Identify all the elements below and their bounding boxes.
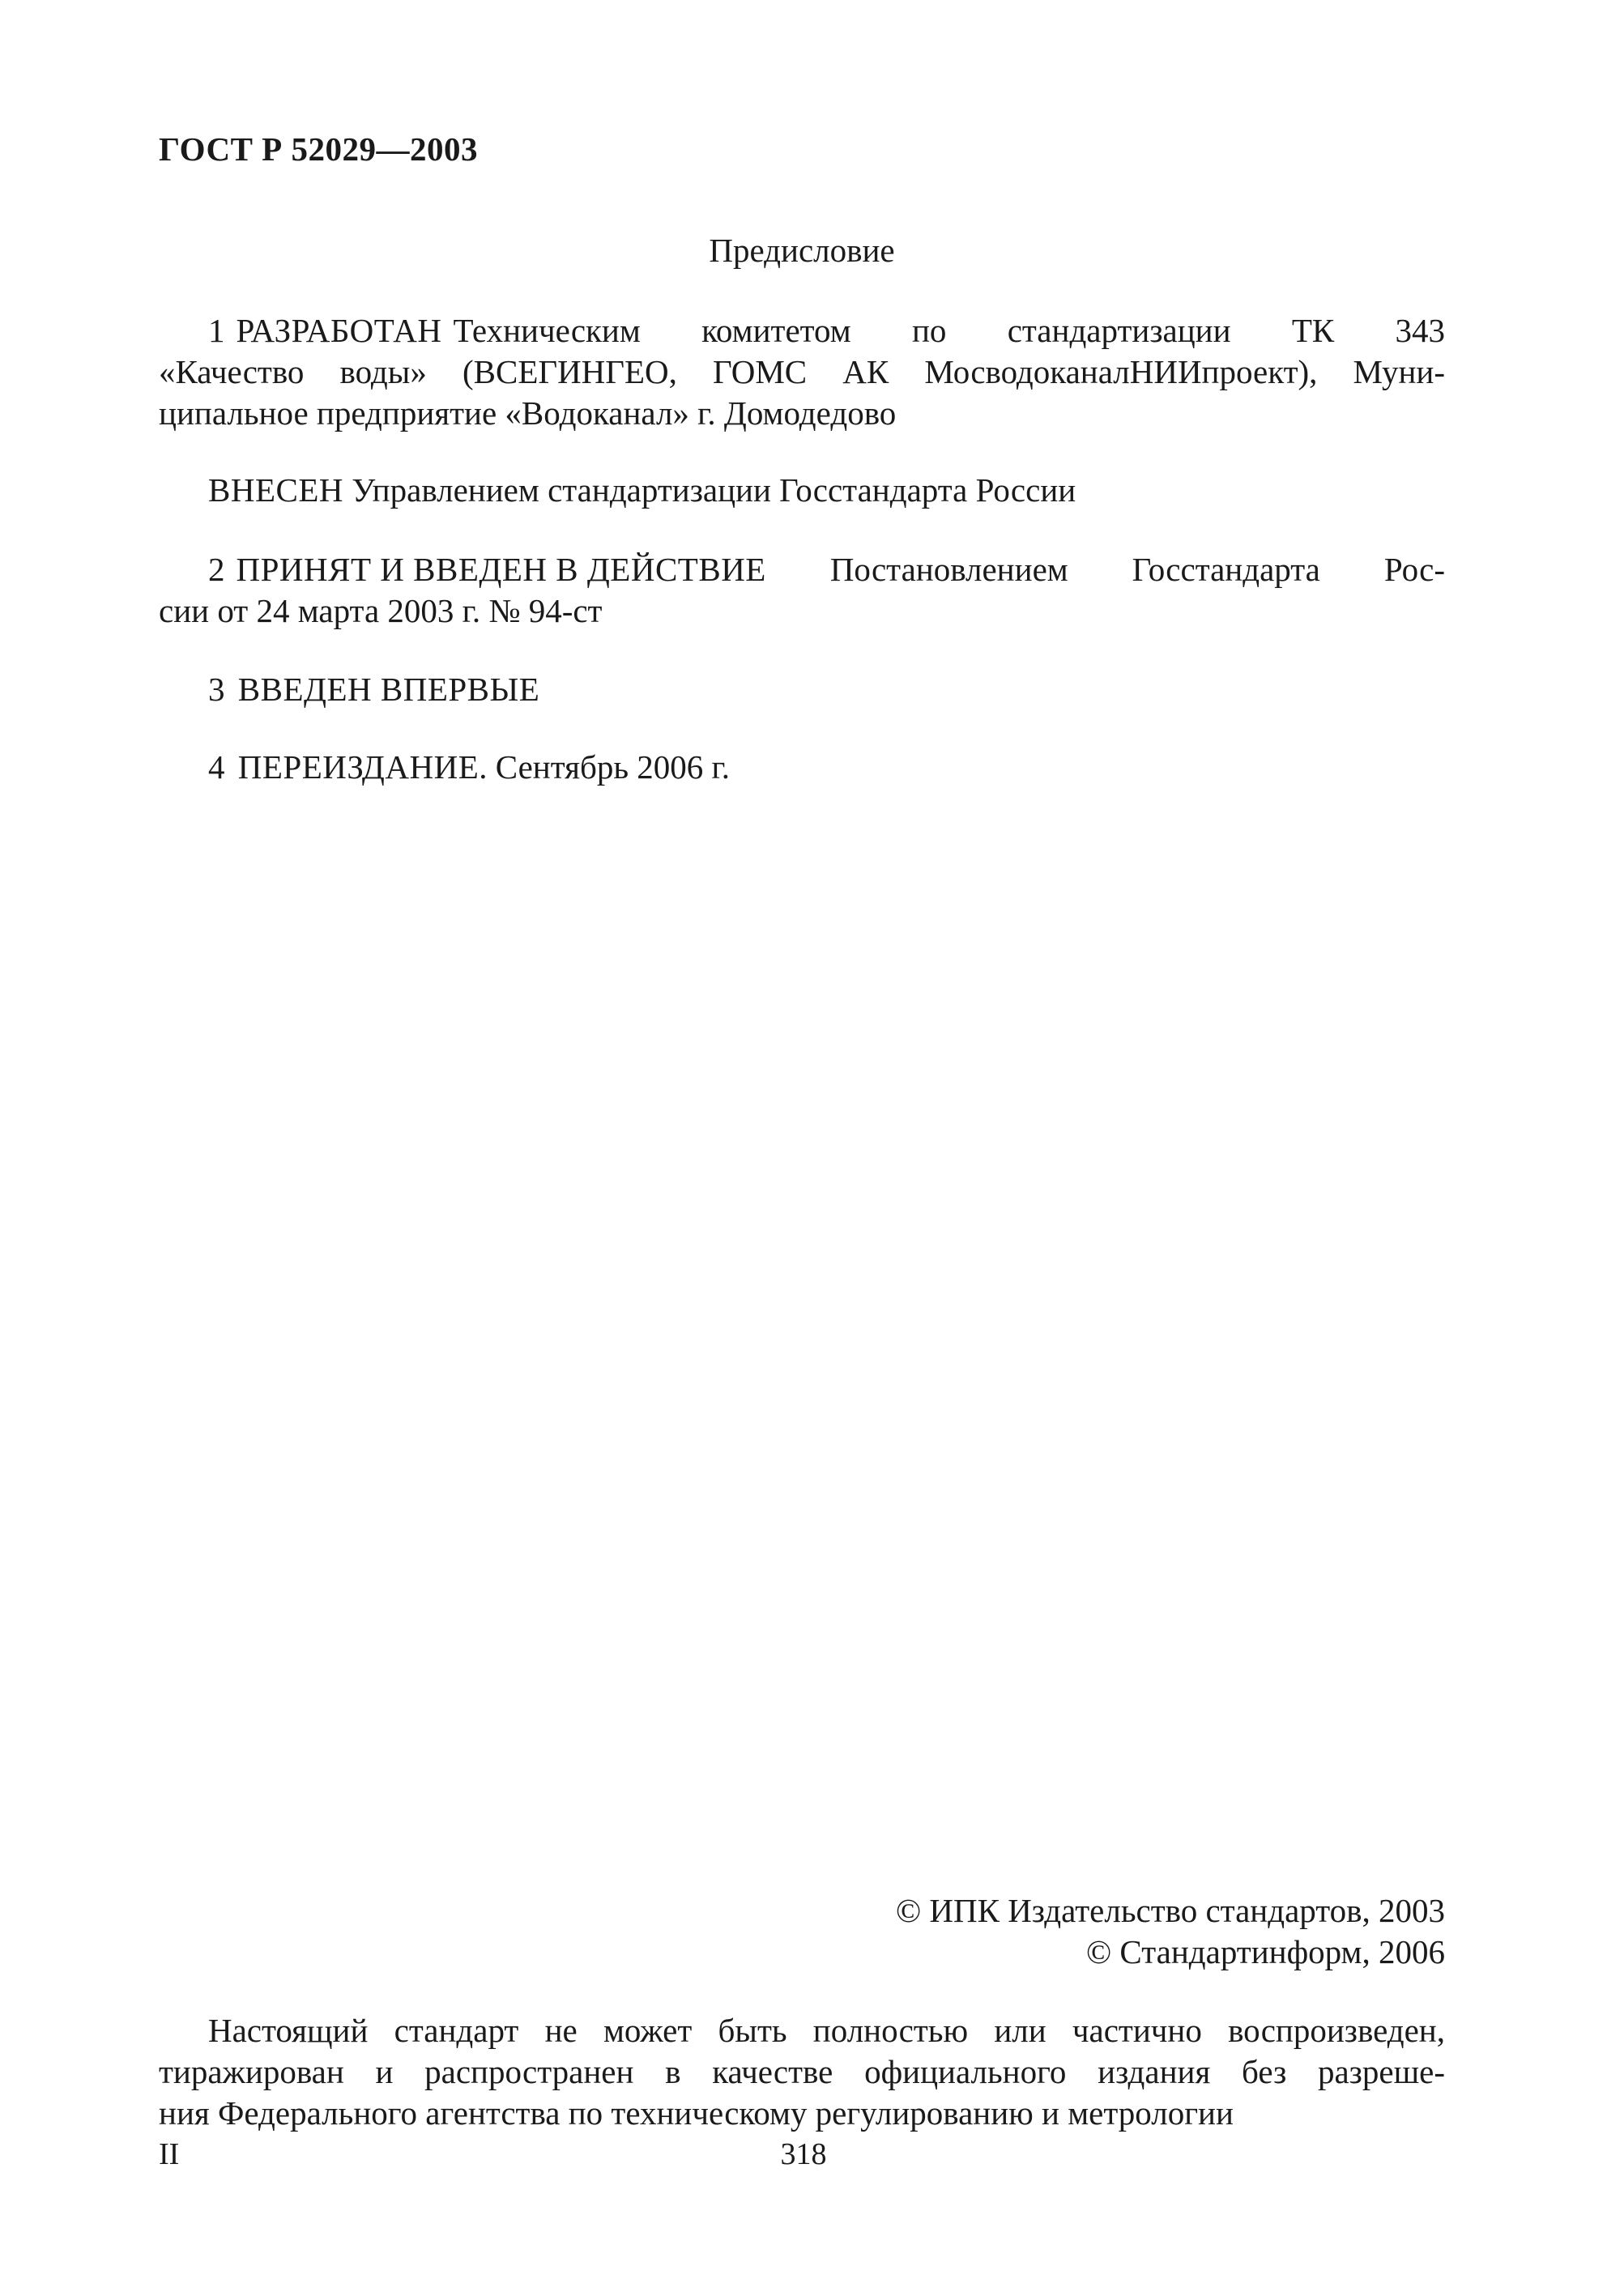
notice-line-2: тиражирован и распространен в качестве официального издания без разреше- <box>159 2053 1445 2090</box>
document-code-header: ГОСТ Р 52029—2003 <box>159 130 478 168</box>
item-2-number: 2 <box>208 551 225 588</box>
item-2-line-2: сии от 24 марта 2003 г. № 94-ст <box>159 592 603 629</box>
item-1-line-2: «Качество воды» (ВСЕГИНГЕО, ГОМС АК МосводоканалНИИпроект), Муни- <box>159 353 1445 390</box>
introduced-text: Управлением стандартизации Госстандарта России <box>343 471 1076 509</box>
introduced-label: ВНЕСЕН <box>208 471 343 509</box>
preface-title: Предисловие <box>709 232 895 269</box>
item-2-label: ПРИНЯТ И ВВЕДЕН В ДЕЙСТВИЕ <box>236 551 766 588</box>
page-roman-numeral: II <box>159 2137 180 2171</box>
item-3-label: ВВЕДЕН ВПЕРВЫЕ <box>237 671 540 708</box>
notice-line-1: Настоящий стандарт не может быть полностью или частично воспроизведен, <box>208 2012 1445 2049</box>
item-1-line-1-text: Техническим комитетом по стандартизации ТК 343 <box>453 312 1445 349</box>
preface-item-3 <box>159 669 1445 710</box>
preface-item-4 <box>159 747 1445 788</box>
preface-item-2 <box>159 549 1445 632</box>
item-2-line-1 <box>159 549 1445 590</box>
page-number: 318 <box>780 2137 827 2171</box>
item-3-number: 3 <box>208 671 225 708</box>
item-1-label: РАЗРАБОТАН <box>236 312 442 349</box>
item-4-number: 4 <box>208 748 225 786</box>
copyright-line-2: © Стандартинформ, 2006 <box>1086 1933 1445 1970</box>
item-1-line-3: ципальное предприятие «Водоканал» г. Домодедово <box>159 394 897 432</box>
copyright-block <box>159 1890 1445 1973</box>
item-1-line-1 <box>159 310 1445 351</box>
item-4-label: ПЕРЕИЗДАНИЕ <box>237 748 480 786</box>
notice-line-3: ния Федерального агентства по техническому регулированию и метрологии <box>159 2094 1234 2132</box>
item-4-text: . Сентябрь 2006 г. <box>479 748 730 786</box>
reproduction-notice <box>159 2010 1445 2134</box>
preface-item-1 <box>159 310 1445 434</box>
copyright-line-1: © ИПК Издательство стандартов, 2003 <box>895 1892 1445 1929</box>
item-1-number: 1 <box>208 312 225 349</box>
preface-introduced <box>159 470 1445 511</box>
item-1-line-1-content <box>225 310 1446 351</box>
item-2-line-1-text: Постановлением Госстандарта Рос- <box>765 551 1445 588</box>
